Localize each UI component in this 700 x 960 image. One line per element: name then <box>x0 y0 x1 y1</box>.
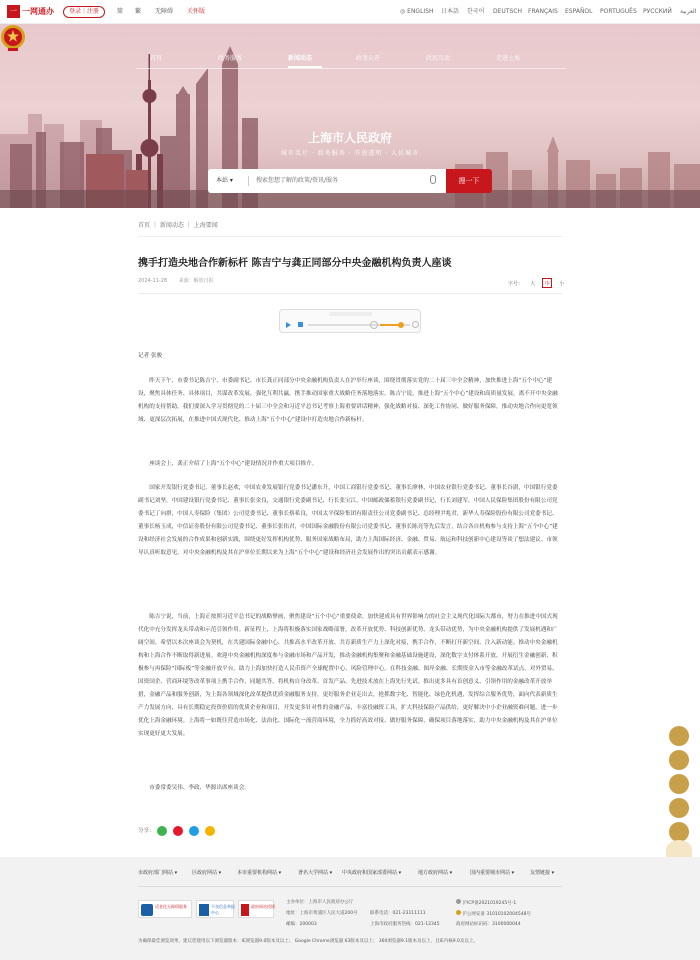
nav-home[interactable]: 首页 <box>150 55 163 62</box>
float-share-icon[interactable] <box>669 822 689 842</box>
hero-banner <box>0 24 700 208</box>
article-paragraph-2: 座谈会上，龚正介绍了上海“五个中心”建设情况并作重大项目推介。 <box>149 461 318 467</box>
search-button[interactable]: 搜一下 <box>446 169 492 193</box>
lang-german[interactable]: DEUTSCH <box>493 8 522 15</box>
footer-link-central-government[interactable]: 中央政府和国家部委网站 ▾ <box>342 870 402 876</box>
logo-text: 一网通办 <box>22 7 54 16</box>
footer-link-label: 地方政府网站 <box>418 870 449 876</box>
footer-link-important-institutions[interactable]: 本市重要机构网站 ▾ <box>237 870 282 876</box>
nav-news[interactable]: 新闻动态 <box>288 55 313 62</box>
report-center-badge[interactable] <box>196 900 234 918</box>
footer-link-universities[interactable]: 著名大学网站 ▾ <box>298 870 333 876</box>
float-weixin-icon[interactable] <box>669 726 689 746</box>
hero-slogan: 城市名片 · 政务服务 · 开放透明 · 人民城市 <box>280 150 420 157</box>
footer-link-label: 国内重要城市网站 <box>470 870 511 876</box>
float-mobile-icon[interactable] <box>669 774 689 794</box>
police-badge-icon <box>456 910 461 915</box>
lang-korean[interactable]: 한국어 <box>467 8 485 15</box>
share-label: 分享： <box>138 828 155 834</box>
footer-beian[interactable] <box>456 910 531 917</box>
accessibility-icon <box>141 904 153 916</box>
meta-divider <box>138 293 562 294</box>
breadcrumb <box>138 220 218 229</box>
top-bar <box>0 0 700 24</box>
search-divider <box>248 176 249 186</box>
lang-english[interactable] <box>400 6 434 18</box>
volume-fill <box>380 324 400 326</box>
breadcrumb-news[interactable]: 新闻动态 <box>159 222 184 229</box>
qzone-icon[interactable] <box>205 826 215 836</box>
globe-icon: ◎ <box>400 8 408 15</box>
article-paragraph-5: 市委常委吴伟、李政、华源出席座谈会。 <box>149 785 250 791</box>
footer-link-major-cities[interactable]: 国内重要城市网站 ▾ <box>470 870 515 876</box>
font-size-switcher <box>505 278 567 289</box>
lang-label: ENGLISH <box>407 8 434 15</box>
footer-icp[interactable] <box>456 899 516 906</box>
traditional-link[interactable]: 繁 <box>135 8 142 15</box>
float-rss-icon[interactable] <box>669 798 689 818</box>
qq-icon[interactable] <box>189 826 199 836</box>
lang-french[interactable]: FRANÇAIS <box>528 8 558 15</box>
government-title: 上海市人民政府 <box>307 131 392 145</box>
nav-divider <box>136 68 566 69</box>
badge-label: 适老化无障碍服务 <box>155 904 187 909</box>
search-scope-label: 本站 <box>216 177 229 184</box>
audio-player <box>279 309 421 333</box>
microphone-icon[interactable] <box>430 175 436 184</box>
lang-portuguese[interactable]: PORTUGUÊS <box>600 8 637 15</box>
nav-active-indicator <box>288 66 322 68</box>
breadcrumb-separator: ｜ <box>185 222 194 229</box>
breadcrumb-current[interactable]: 上海要闻 <box>193 222 218 229</box>
login-button[interactable]: 登录｜注册 <box>63 6 105 18</box>
footer-site-code: 政府网站标识码：3100000044 <box>456 922 521 927</box>
article-paragraph-3: 国家开发银行党委书记、董事长赵欢，中国农业发展银行党委书记潘东升，中国工商银行党委书记、董事长廖林，中国农业银行党委书记、董事长谷澍，中国银行党委副书记刘坚，中国建设银行党委书记、董事长张金良，交通银行党委副书记、行长张宝江，中国邮政储蓄银行党委副书记、行长刘建军，中国人民保险集团股份有限公司党委书记丁向群，中国人寿保险（集团）公司党委书记、董事长蔡希良，中国太平保险集团有限责任公司党委副书记、总经理尹兆君，新华人寿保险股份有限公司党委书记、董事长杨玉成，中信证券股份有限公司党委书记、董事长张佑君，中国国际金融股份有限公司党委书记、董事长陈亮等先后发言，结合各自机构参与支持上海“五个中心”建设和经济社会发展的合作成果和创新实践，围绕更好发挥机构优势、服务国家战略布局，助力上海国际经济、金融、贸易、航运和科技创新中心建设等谈了想法建议。市领导认真听取意见，对中央金融机构及其在沪单位长期以来为上海“五个中心”建设和经济社会发展作出的突出贡献表示感谢。 <box>138 485 558 556</box>
article-paragraph-4: 陈吉宁说，当前，上海正按照习近平总书记的战略擘画，聚焦建设“五个中心”重要使命，加快建成具有世界影响力的社会主义现代化国际大都市，努力在推进中国式现代化中充分发挥龙头带动和示范引领作用。新征程上，上海将积极落实国家战略部署，改革开放优势、科技创新优势、龙头带动优势，为中央金融机构提供了发展机遇和广阔空间。希望以本次座谈会为契机，在共建国际金融中心、共推高水平改革开放、共育新质生产力上深化对接，携手合作，不断打开新空间、注入新动能。推动中央金融机构和上海合作不断取得新进展。欢迎中央金融机构深度参与金融市场和产品开发，推动金融机构集聚和金融基础设施建设，深化数字支付体系开放，开展衍生金融创新，积极参与再保险“国际板”等金融开放平台，助力上海加快打造人民币资产全球配置中心、风险管理中心。在科技金融、图岸金融、长期资金入市等金融改革试点，对外贸易、国资国企、营商环境等改革事项上携手合作，同题共答，将机构自身改革、首发产品、先进技术放在上海先行先试。推出更多具有首创意义、引领作用的金融改革开放举措，金融产品和服务创新，为上海各领域深化改革提供优质金融服务支持，更好服务企业走出去，抢抓数字化、智能化、绿色化机遇，发挥综合服务优势，面向代表新质生产力发展方向、具有长期稳定投资价值的优质企业和项目，开发更多针对性的金融产品，丰富投融资工具，扩大科技保险产品供给，更好解决中小企业融资难问题，进一步优化上海金融环境。上海将一如既往营造市场化、法治化、国际化一流营商环境，全力抓好高效对接、做好服务保障，确保项目落地落实，助力中央金融机构及其在沪单位实现更好更大发展。 <box>138 614 558 737</box>
footer-link-district-governments[interactable]: 区政府网站 ▾ <box>192 870 222 876</box>
article-paragraph-1: 昨天下午，市委书记陈吉宁、市委副书记、市长龚正同部分中央金融机构负责人在沪举行座谈，围绕贯彻落实党的二十届三中全会精神，加快推进上海“五个中心”建设，聚焦具体任务、具体项目，共谋改革发展、强化互利共赢，携手推动国家重大战略任务落地落实。陈吉宁说，推进上海“五个中心”建设和高质量发展，离不开中央金融机构的支持帮助。我们要深入学习贯彻党的二十届三中全会和习近平总书记考察上海重要讲话精神，强化战略对接、深化工作协同、做好服务保障，推动央地合作向更宽领域、更深层次拓展，在推进中国式现代化、推动上海“五个中心”建设中打造央地合作新标杆。 <box>138 378 558 423</box>
footer-link-friendly-links[interactable]: 友情链接 ▾ <box>530 870 555 876</box>
footer-divider <box>138 886 562 887</box>
footer-link-label: 著名大学网站 <box>298 870 329 876</box>
article-reporter: 记者 张骏 <box>138 353 163 359</box>
footer-link-label: 区政府网站 <box>192 870 218 876</box>
search-bar <box>208 169 492 193</box>
footer-link-city-departments[interactable]: 市政府部门网站 ▾ <box>138 870 178 876</box>
weixin-icon[interactable] <box>157 826 167 836</box>
settings-icon[interactable] <box>412 321 419 328</box>
volume-slider[interactable] <box>380 324 410 326</box>
nav-openness[interactable]: 政务公开 <box>356 55 381 62</box>
footer-hotline: 上海市政府服务热线：021-12345 <box>370 922 440 927</box>
float-mail-icon[interactable] <box>669 750 689 770</box>
font-size-large[interactable]: 大 <box>530 281 536 287</box>
lang-russian[interactable]: РУССКИЙ <box>643 8 672 15</box>
footer-link-label: 友情链接 <box>530 870 551 876</box>
breadcrumb-divider <box>138 236 562 237</box>
audio-header <box>330 312 372 316</box>
elderly-accessible-badge[interactable] <box>138 900 192 918</box>
national-emblem-icon <box>0 24 26 52</box>
footer-link-label: 本市重要机构网站 <box>237 870 278 876</box>
nav-interaction[interactable]: 政民互动 <box>426 55 451 62</box>
icp-icon <box>456 899 461 904</box>
simplified-link[interactable]: 简 <box>117 8 124 15</box>
badge-label: 政府网站找错 <box>251 904 275 909</box>
report-icon <box>199 904 209 916</box>
site-error-badge[interactable] <box>238 900 274 918</box>
main-nav <box>136 50 566 68</box>
footer-postcode: 邮编：200003 <box>286 922 317 927</box>
badge-label: 不良信息举报中心 <box>211 904 235 915</box>
font-size-small[interactable]: 小 <box>559 281 565 287</box>
icp-label: 沪ICP备2021019245号-1 <box>462 901 517 906</box>
browser-notice: 为确保最佳浏览效果，建议您使用以下浏览器版本：IE浏览器9.0版本及以上； Google Chrome浏览器 63版本及以上； 360浏览器9.1版本及以上，且IE内核9.0及以上。 <box>138 939 478 944</box>
font-size-medium[interactable]: 中 <box>542 278 552 288</box>
lang-spanish[interactable]: ESPAÑOL <box>565 8 593 15</box>
logo-mark: 一 <box>7 5 20 18</box>
footer-host: 主办单位：上海市人民政府办公厅 <box>286 900 354 905</box>
breadcrumb-home[interactable]: 首页 <box>138 222 151 229</box>
footer-link-label: 市政府部门网站 <box>138 870 174 876</box>
volume-handle[interactable] <box>398 322 404 328</box>
breadcrumb-separator: ｜ <box>151 222 160 229</box>
elder-mode-link[interactable]: 关怀版 <box>187 8 206 15</box>
article-title: 携手打造央地合作新标杆 陈吉宁与龚正同部分中央金融机构负责人座谈 <box>138 258 452 269</box>
search-scope-select[interactable]: 本站 ▾ <box>216 177 233 184</box>
article-meta <box>138 277 214 284</box>
weibo-icon[interactable] <box>173 826 183 836</box>
article-date: 2024-11-28 <box>138 278 168 284</box>
stop-icon[interactable] <box>298 322 303 327</box>
lang-arabic[interactable]: العربية <box>680 8 697 15</box>
accessibility-link[interactable]: 无障碍 <box>155 8 174 15</box>
footer-address: 地址：上海市黄浦区人民大道200号 <box>286 911 358 916</box>
footer-phone: 联系电话：021-23111111 <box>370 911 426 916</box>
search-placeholder: 搜索您想了解的政策/资讯/服务 <box>256 177 339 184</box>
error-report-icon <box>241 904 249 916</box>
nav-about[interactable]: 走进上海 <box>496 55 521 62</box>
search-input[interactable] <box>208 169 446 193</box>
site-logo[interactable] <box>7 5 55 18</box>
lang-japanese[interactable]: 日本語 <box>441 8 460 15</box>
nav-services[interactable]: 政务服务 <box>218 55 243 62</box>
footer-link-label: 中央政府和国家部委网站 <box>342 870 398 876</box>
play-icon[interactable] <box>286 322 291 328</box>
article-source: 来源：解放日报 <box>178 278 214 284</box>
speaker-icon[interactable] <box>370 321 378 329</box>
beian-label: 沪公网安备 31010102004548号 <box>462 912 531 917</box>
footer-link-local-governments[interactable]: 地方政府网站 ▾ <box>418 870 453 876</box>
font-size-label: 字号： <box>508 281 524 287</box>
